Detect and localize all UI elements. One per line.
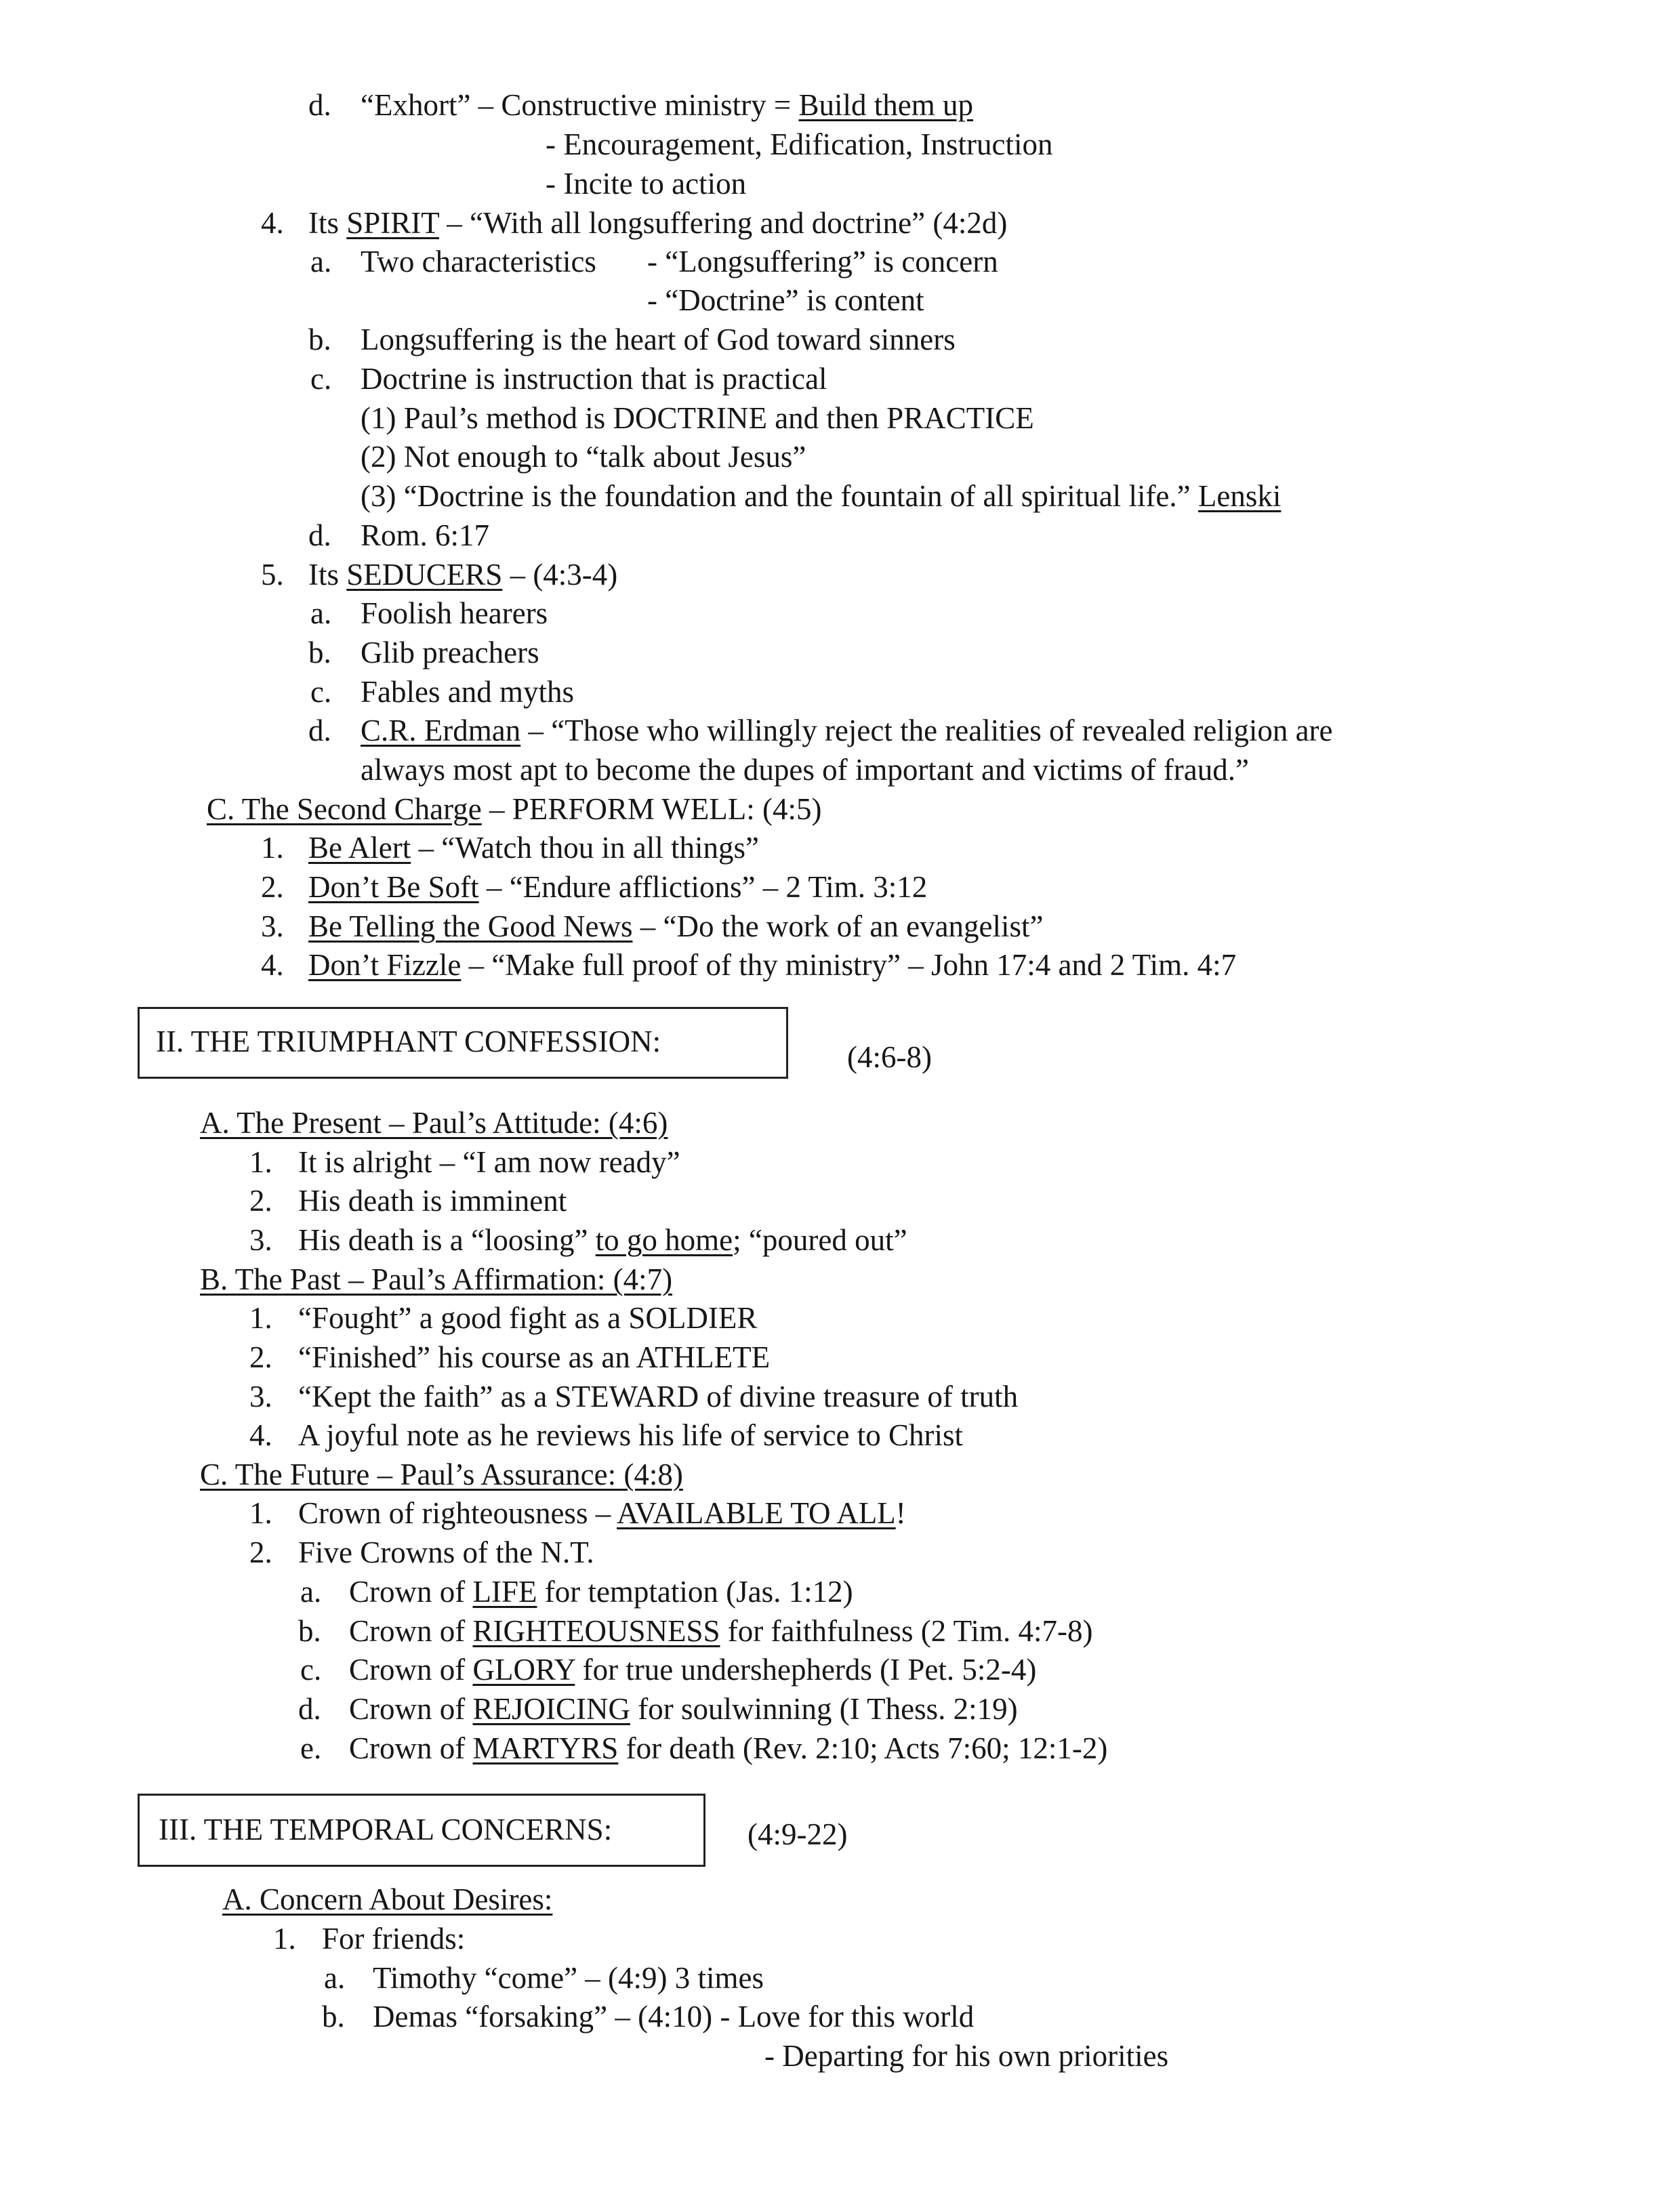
charge-c-1: Be Alert – “Watch thou in all things”: [308, 831, 759, 865]
underlined-phrase: Don’t Be Soft: [308, 870, 479, 904]
list-marker: 1.: [273, 1922, 296, 1956]
list-marker: 1.: [249, 1496, 272, 1530]
charge-c-2: Don’t Be Soft – “Endure afflictions” – 2 Tim. 3:12: [308, 870, 928, 904]
list-marker: a.: [300, 1575, 322, 1609]
item-a1b-text: Demas “forsaking” – (4:10) - Love for this world: [373, 2000, 975, 2034]
item-b1-text: “Fought” a good fight as a SOLDIER: [298, 1301, 758, 1335]
item-a2-text: His death is imminent: [298, 1184, 567, 1218]
item-5a-text: Foolish hearers: [361, 596, 548, 630]
underlined-phrase: to go home: [595, 1223, 733, 1257]
underlined-phrase: SPIRIT: [346, 206, 439, 240]
list-marker: a.: [324, 1961, 346, 1995]
item-4c-1: (1) Paul’s method is DOCTRINE and then PRACTICE: [361, 401, 1034, 435]
underlined-phrase: Lenski: [1197, 479, 1282, 513]
subsection-a-heading: A. Concern About Desires:: [222, 1882, 553, 1916]
section-heading-box: [138, 1007, 788, 1079]
item-c2-text: Five Crowns of the N.T.: [298, 1535, 594, 1569]
list-marker: 5.: [261, 558, 284, 592]
subsection-c-heading: C. The Future – Paul’s Assurance: (4:8): [200, 1458, 683, 1491]
list-marker: c.: [300, 1653, 322, 1687]
list-marker: b.: [308, 323, 331, 356]
item-a3-text: His death is a “loosing” to go home; “poured out”: [298, 1223, 907, 1257]
list-marker: c.: [310, 675, 332, 709]
underlined-phrase: SEDUCERS: [346, 558, 503, 592]
underlined-phrase: REJOICING: [472, 1692, 630, 1726]
crown-item: Crown of LIFE for temptation (Jas. 1:12): [349, 1575, 853, 1609]
list-marker: 4.: [249, 1418, 272, 1452]
list-marker: 2.: [249, 1340, 272, 1374]
item-a1-text: It is alright – “I am now ready”: [298, 1145, 680, 1179]
item-a1-text: For friends:: [322, 1922, 466, 1956]
item-5d-continuation: always most apt to become the dupes of important and victims of fraud.”: [361, 753, 1249, 787]
list-marker: d.: [308, 714, 331, 747]
underlined-phrase: GLORY: [472, 1653, 575, 1687]
item-d-exhort-text: “Exhort” – Constructive ministry = Build them up: [361, 88, 974, 122]
underlined-phrase: LIFE: [472, 1575, 537, 1609]
underlined-phrase: RIGHTEOUSNESS: [472, 1614, 720, 1648]
crown-item: Crown of RIGHTEOUSNESS for faithfulness (2 Tim. 4:7-8): [349, 1614, 1093, 1648]
list-marker: 1.: [249, 1301, 272, 1335]
item-a1a-text: Timothy “come” – (4:9) 3 times: [373, 1961, 764, 1995]
item-4c-3: (3) “Doctrine is the foundation and the fountain of all spiritual life.” Lenski: [361, 479, 1282, 513]
list-marker: c.: [310, 362, 332, 396]
item-4b-text: Longsuffering is the heart of God toward sinners: [361, 323, 956, 356]
charge-c-heading: C. The Second Charge – PERFORM WELL: (4:5): [207, 792, 822, 826]
underlined-phrase: C.R. Erdman: [361, 714, 521, 747]
list-marker: e.: [300, 1731, 322, 1765]
subsection-a-heading: A. The Present – Paul’s Attitude: (4:6): [200, 1106, 668, 1140]
list-marker: 3.: [249, 1223, 272, 1257]
list-marker: a.: [310, 245, 332, 278]
list-marker: a.: [310, 596, 332, 630]
list-marker: 2.: [249, 1535, 272, 1569]
underlined-phrase: Build them up: [798, 88, 974, 122]
item-5c-text: Fables and myths: [361, 675, 574, 709]
underlined-phrase: Be Alert: [308, 831, 411, 865]
underlined-phrase: Be Telling the Good News: [308, 909, 633, 943]
item-4c-2: (2) Not enough to “talk about Jesus”: [361, 440, 806, 474]
section-heading-box: [138, 1794, 705, 1867]
section-reference: (4:9-22): [747, 1817, 848, 1851]
charge-c-4: Don’t Fizzle – “Make full proof of thy ministry” – John 17:4 and 2 Tim. 4:7: [308, 948, 1237, 982]
item-4d-text: Rom. 6:17: [361, 518, 490, 552]
list-marker: b.: [298, 1614, 321, 1648]
list-marker: b.: [308, 636, 331, 669]
list-marker: 4.: [261, 948, 284, 982]
item-4a-sub: - “Longsuffering” is concern: [647, 245, 998, 278]
section-heading: III. THE TEMPORAL CONCERNS:: [159, 1813, 613, 1846]
item-5-seducers: Its SEDUCERS – (4:3-4): [308, 558, 618, 592]
item-5b-text: Glib preachers: [361, 636, 539, 669]
list-marker: 1.: [261, 831, 284, 865]
item-c1-text: Crown of righteousness – AVAILABLE TO ALL!: [298, 1496, 906, 1530]
item-4c-text: Doctrine is instruction that is practical: [361, 362, 827, 396]
item-4-spirit: Its SPIRIT – “With all longsuffering and doctrine” (4:2d): [308, 206, 1008, 240]
underlined-phrase: AVAILABLE TO ALL: [616, 1496, 896, 1530]
item-a1b-continuation: - Departing for his own priorities: [764, 2039, 1169, 2073]
list-marker: 3.: [249, 1380, 272, 1413]
item-5d-text: C.R. Erdman – “Those who willingly reject the realities of revealed religion are: [361, 714, 1333, 747]
underlined-phrase: MARTYRS: [472, 1731, 619, 1765]
underlined-phrase: C. The Second Charge: [207, 792, 482, 826]
exhort-sub-line: - Incite to action: [546, 167, 747, 201]
item-b3-text: “Kept the faith” as a STEWARD of divine treasure of truth: [298, 1380, 1019, 1413]
charge-c-3: Be Telling the Good News – “Do the work of an evangelist”: [308, 909, 1044, 943]
item-b4-text: A joyful note as he reviews his life of service to Christ: [298, 1418, 964, 1452]
item-b2-text: “Finished” his course as an ATHLETE: [298, 1340, 771, 1374]
list-marker: d.: [308, 518, 331, 552]
list-marker: d.: [308, 88, 331, 122]
item-4a-sub: - “Doctrine” is content: [647, 283, 924, 317]
crown-item: Crown of REJOICING for soulwinning (I Thess. 2:19): [349, 1692, 1018, 1726]
section-heading: II. THE TRIUMPHANT CONFESSION:: [156, 1025, 661, 1058]
list-marker: 4.: [261, 206, 284, 240]
list-marker: d.: [298, 1692, 321, 1726]
crown-item: Crown of MARTYRS for death (Rev. 2:10; Acts 7:60; 12:1-2): [349, 1731, 1108, 1765]
list-marker: 2.: [261, 870, 284, 904]
list-marker: b.: [322, 2000, 345, 2034]
subsection-b-heading: B. The Past – Paul’s Affirmation: (4:7): [200, 1262, 673, 1296]
list-marker: 3.: [261, 909, 284, 943]
list-marker: 1.: [249, 1145, 272, 1179]
crown-item: Crown of GLORY for true undershepherds (I Pet. 5:2-4): [349, 1653, 1037, 1687]
section-reference: (4:6-8): [847, 1040, 932, 1074]
item-4a-text: Two characteristics: [361, 245, 596, 278]
exhort-sub-line: - Encouragement, Edification, Instruction: [546, 127, 1053, 161]
underlined-phrase: Don’t Fizzle: [308, 948, 462, 982]
list-marker: 2.: [249, 1184, 272, 1218]
item-d-exhort: [308, 90, 331, 121]
